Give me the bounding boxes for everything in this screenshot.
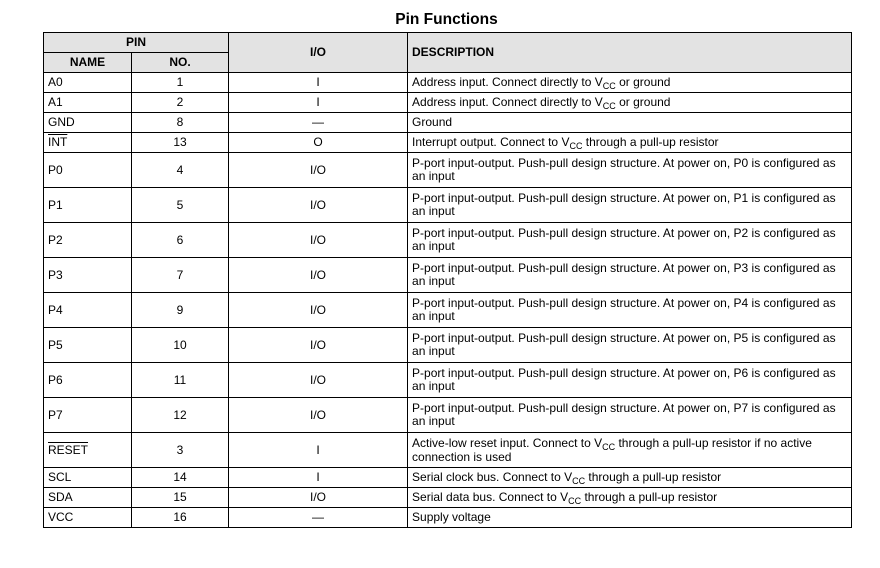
pin-io-cell: I/O <box>229 363 408 398</box>
description-text: P-port input-output. Push-pull design structure. At power on, P4 is configured as an input <box>412 296 836 323</box>
pin-description-cell <box>408 258 852 293</box>
description-text: P-port input-output. Push-pull design structure. At power on, P5 is configured as an input <box>412 331 836 358</box>
pin-description-cell <box>408 73 852 93</box>
pin-io-cell: I <box>229 468 408 488</box>
pin-number-cell: 2 <box>132 93 229 113</box>
subscript-text: CC <box>602 441 616 452</box>
pin-name-cell: A1 <box>44 93 132 113</box>
pin-name-cell: P5 <box>44 328 132 363</box>
subscript-text: CC <box>568 495 582 506</box>
description-text: Serial clock bus. Connect to V <box>412 469 573 484</box>
pin-name-cell: P3 <box>44 258 132 293</box>
table-body <box>44 73 852 528</box>
description-text: Address input. Connect directly to V <box>412 94 603 109</box>
pin-io-cell: I/O <box>229 293 408 328</box>
table-row <box>44 113 852 133</box>
pin-name-cell: P2 <box>44 223 132 258</box>
pin-description-cell <box>408 488 852 508</box>
description-text: or ground <box>615 74 671 89</box>
table-title: Pin Functions <box>395 11 498 28</box>
header-pin: PIN <box>44 33 229 53</box>
table-row <box>44 223 852 258</box>
pin-number-cell: 6 <box>132 223 229 258</box>
pin-functions-table <box>43 32 852 528</box>
pin-io-cell: O <box>229 133 408 153</box>
pin-name-cell: RESET <box>44 433 132 468</box>
description-text: Interrupt output. Connect to V <box>412 134 570 149</box>
pin-description-cell <box>408 93 852 113</box>
description-text: or ground <box>615 94 671 109</box>
pin-name-cell: P0 <box>44 153 132 188</box>
pin-name-cell: SDA <box>44 488 132 508</box>
pin-name-cell: P4 <box>44 293 132 328</box>
table-row <box>44 93 852 113</box>
pin-name-cell: VCC <box>44 508 132 528</box>
pin-description-cell <box>408 293 852 328</box>
pin-io-cell: I/O <box>229 153 408 188</box>
pin-name-cell: P1 <box>44 188 132 223</box>
pin-number-cell: 14 <box>132 468 229 488</box>
pin-io-cell: — <box>229 508 408 528</box>
header-name: NAME <box>44 53 132 73</box>
table-row <box>44 488 852 508</box>
pin-description-cell <box>408 133 852 153</box>
pin-number-cell: 8 <box>132 113 229 133</box>
pin-name-cell: $\overline{INT}$ <box>44 133 132 153</box>
pin-io-cell: I <box>229 433 408 468</box>
description-text: P-port input-output. Push-pull design structure. At power on, P6 is configured as an input <box>412 366 836 393</box>
pin-name-cell: A0 <box>44 73 132 93</box>
subscript-text: CC <box>602 100 616 111</box>
pin-io-cell: I/O <box>229 188 408 223</box>
description-text: P-port input-output. Push-pull design structure. At power on, P1 is configured as an input <box>412 191 836 218</box>
pin-io-cell: I <box>229 73 408 93</box>
table-row <box>44 133 852 153</box>
table-row <box>44 508 852 528</box>
description-text: P-port input-output. Push-pull design structure. At power on, P7 is configured as an input <box>412 401 836 428</box>
description-text: Active-low reset input. Connect to V <box>412 435 603 450</box>
pin-description-cell <box>408 433 852 468</box>
pin-number-cell: 7 <box>132 258 229 293</box>
description-text: through a pull-up resistor <box>581 489 718 504</box>
table-row <box>44 73 852 93</box>
pin-io-cell: I/O <box>229 223 408 258</box>
header-no: NO. <box>132 53 229 73</box>
subscript-text: CC <box>569 140 583 151</box>
pin-number-cell: 16 <box>132 508 229 528</box>
subscript-text: CC <box>572 475 586 486</box>
description-text: P-port input-output. Push-pull design structure. At power on, P3 is configured as an input <box>412 261 836 288</box>
pin-description-cell <box>408 223 852 258</box>
pin-number-cell: 4 <box>132 153 229 188</box>
pin-number-cell: 1 <box>132 73 229 93</box>
description-text: Ground <box>412 115 453 129</box>
description-text: Supply voltage <box>412 510 491 524</box>
pin-name-cell: P7 <box>44 398 132 433</box>
pin-number-cell: 3 <box>132 433 229 468</box>
pin-number-cell: 5 <box>132 188 229 223</box>
description-text: Serial data bus. Connect to V <box>412 489 569 504</box>
pin-io-cell: I <box>229 93 408 113</box>
pin-description-cell <box>408 113 852 133</box>
pin-number-cell: 10 <box>132 328 229 363</box>
pin-number-cell: 11 <box>132 363 229 398</box>
pin-number-cell: 9 <box>132 293 229 328</box>
subscript-text: CC <box>602 80 616 91</box>
pin-number-cell: 15 <box>132 488 229 508</box>
header-description: DESCRIPTION <box>408 33 852 73</box>
pin-description-cell <box>408 188 852 223</box>
pin-number-cell: 13 <box>132 133 229 153</box>
table-row <box>44 153 852 188</box>
header-io: I/O <box>229 33 408 73</box>
table-row <box>44 398 852 433</box>
pin-description-cell <box>408 363 852 398</box>
table-row <box>44 188 852 223</box>
table-row <box>44 363 852 398</box>
pin-description-cell <box>408 508 852 528</box>
pin-io-cell: — <box>229 113 408 133</box>
pin-io-cell: I/O <box>229 398 408 433</box>
pin-description-cell <box>408 398 852 433</box>
description-text: Address input. Connect directly to V <box>412 74 603 89</box>
description-text: through a pull-up resistor <box>582 134 719 149</box>
pin-io-cell: I/O <box>229 328 408 363</box>
pin-description-cell <box>408 153 852 188</box>
table-row <box>44 433 852 468</box>
table-row <box>44 293 852 328</box>
pin-number-cell: 12 <box>132 398 229 433</box>
pin-io-cell: I/O <box>229 488 408 508</box>
table-row <box>44 468 852 488</box>
description-text: P-port input-output. Push-pull design structure. At power on, P0 is configured as an input <box>412 156 836 183</box>
table-row <box>44 328 852 363</box>
pin-description-cell <box>408 328 852 363</box>
description-text: through a pull-up resistor <box>585 469 722 484</box>
pin-name-cell: SCL <box>44 468 132 488</box>
description-text: P-port input-output. Push-pull design structure. At power on, P2 is configured as an input <box>412 226 836 253</box>
pin-io-cell: I/O <box>229 258 408 293</box>
pin-description-cell <box>408 468 852 488</box>
description-text: through a pull-up resistor if no active connection is used <box>412 435 812 464</box>
table-header <box>44 33 852 73</box>
table-row <box>44 258 852 293</box>
pin-name-cell: P6 <box>44 363 132 398</box>
pin-name-cell: GND <box>44 113 132 133</box>
